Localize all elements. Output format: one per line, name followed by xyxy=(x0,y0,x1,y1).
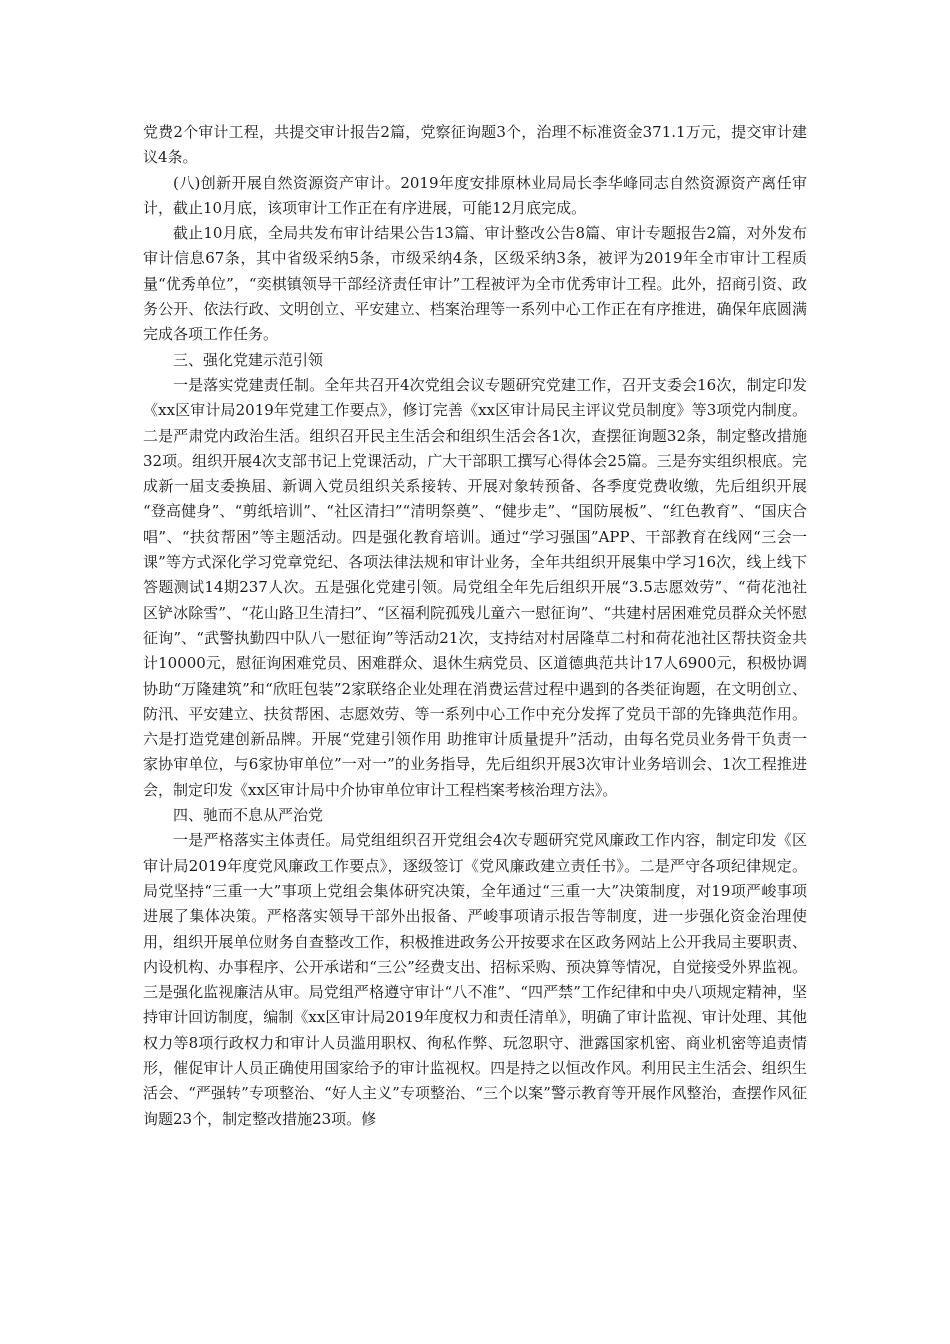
paragraph-continuation: 党费2个审计工程，共提交审计报告2篇，党察征询题3个，治理不标准资金371.1万元，提交审计建议4条。 xyxy=(143,123,807,167)
section-heading-party-building: 三、强化党建示范引领 xyxy=(173,350,324,369)
paragraph-natural-resource-audit: (八)创新开展自然资源资产审计。2019年度安排原林业局局长李华峰同志自然资源资产离任审计，截止10月底，该项审计工作正在有序进展，可能12月底完成。 xyxy=(143,173,807,217)
document-body xyxy=(143,120,807,1132)
paragraph-audit-summary: 截止10月底，全局共发布审计结果公告13篇、审计整改公告8篇、审计专题报告2篇，对外发布审计信息67条，其中省级采纳5条，市级采纳4条，区级采纳3条，被评为2019年全市审计工程质量“优秀单位”，“奕棋镇领导干部经济责任审计”工程被评为全市优秀审计工程。此外，招商引资、政务公开、依法行政、文明创立、平安建立、档案治理等一系列中心工作正在有序推进，确保年底圆满完成各项工作任务。 xyxy=(143,224,807,344)
section-heading-strict-governance: 四、驰而不息从严治党 xyxy=(173,806,324,825)
paragraph-strict-governance: 一是严格落实主体责任。局党组组织召开党组会4次专题研究党风廉政工作内容，制定印发《区审计局2019年度党风廉政工作要点》，逐级签订《党风廉政建立责任书》。二是严守各项纪律规定。局党坚持“三重一大”事项上党组会集体研究决策，全年通过“三重一大”决策制度，对19项严峻事项进展了集体决策。严格落实领导干部外出报备、严峻事项请示报告等制度，进一步强化资金治理使用，组织开展单位财务自查整改工作，积极推进政务公开按要求在区政务网站上公开我局主要职责、内设机构、办事程序、公开承诺和“三公”经费支出、招标采购、预决算等情况，自觉接受外界监视。三是强化监视廉洁从审。局党组严格遵守审计“八不准”、“四严禁”工作纪律和中央八项规定精神，坚持审计回访制度，编制《xx区审计局2019年度权力和责任清单》，明确了审计监视、审计处理、其他权力等8项行政权力和审计人员滥用职权、徇私作弊、玩忽职守、泄露国家机密、商业机密等追责情形，催促审计人员正确使用国家给予的审计监视权。四是持之以恒改作风。利用民主生活会、组织生活会、“严强转”专项整治、“好人主义”专项整治、“三个以案”警示教育等开展作风整治，查摆作风征询题23个，制定整改措施23项。修 xyxy=(143,831,807,1128)
paragraph-party-building: 一是落实党建责任制。全年共召开4次党组会议专题研究党建工作，召开支委会16次，制定印发《xx区审计局2019年党建工作要点》，修订完善《xx区审计局民主评议党员制度》等3项党内制度。二是严肃党内政治生活。组织召开民主生活会和组织生活会各1次，查摆征询题32条，制定整改措施32项。组织开展4次支部书记上党课活动，广大干部职工撰写心得体会25篇。三是夯实组织根底。完成新一届支委换届、新调入党员组织关系接转、开展对象转预备、各季度党费收缴，先后组织开展 “登高健身”、“剪纸培训”、“社区清扫”“清明祭奠”、“健步走”、“国防展板”、“红色教育”、“国庆合唱”、“扶贫帮困”等主题活动。四是强化教育培训。通过“学习强国”APP、干部教育在线网“三会一课”等方式深化学习党章党纪、各项法律法规和审计业务，全年共组织开展集中学习16次，线上线下答题测试14期237人次。五是强化党建引领。局党组全年先后组织开展“3.5志愿效劳”、“荷花池社区铲冰除雪”、“花山路卫生清扫”、“区福利院孤残儿童六一慰征询”、“共建村居困难党员群众关怀慰征询”、“武警执勤四中队八一慰征询”等活动21次，支持结对村居隆草二村和荷花池社区帮扶资金共计10000元，慰征询困难党员、困难群众、退休生病党员、区道德典范共计17人6900元，积极协调协助“万隆建筑”和“欣旺包装”2家联络企业处理在消费运营过程中遇到的各类征询题，在文明创立、防汛、平安建立、扶贫帮困、志愿效劳、等一系列中心工作中充分发挥了党员干部的先锋典范作用。六是打造党建创新品牌。开展“党建引领作用 助推审计质量提升”活动，由每名党员业务骨干负责一家协审单位，与6家协审单位”一对一”的业务指导，先后组织开展3次审计业务培训会、1次工程推进会，制定印发《xx区审计局中介协审单位审计工程档案考核治理方法》。 xyxy=(143,375,807,799)
